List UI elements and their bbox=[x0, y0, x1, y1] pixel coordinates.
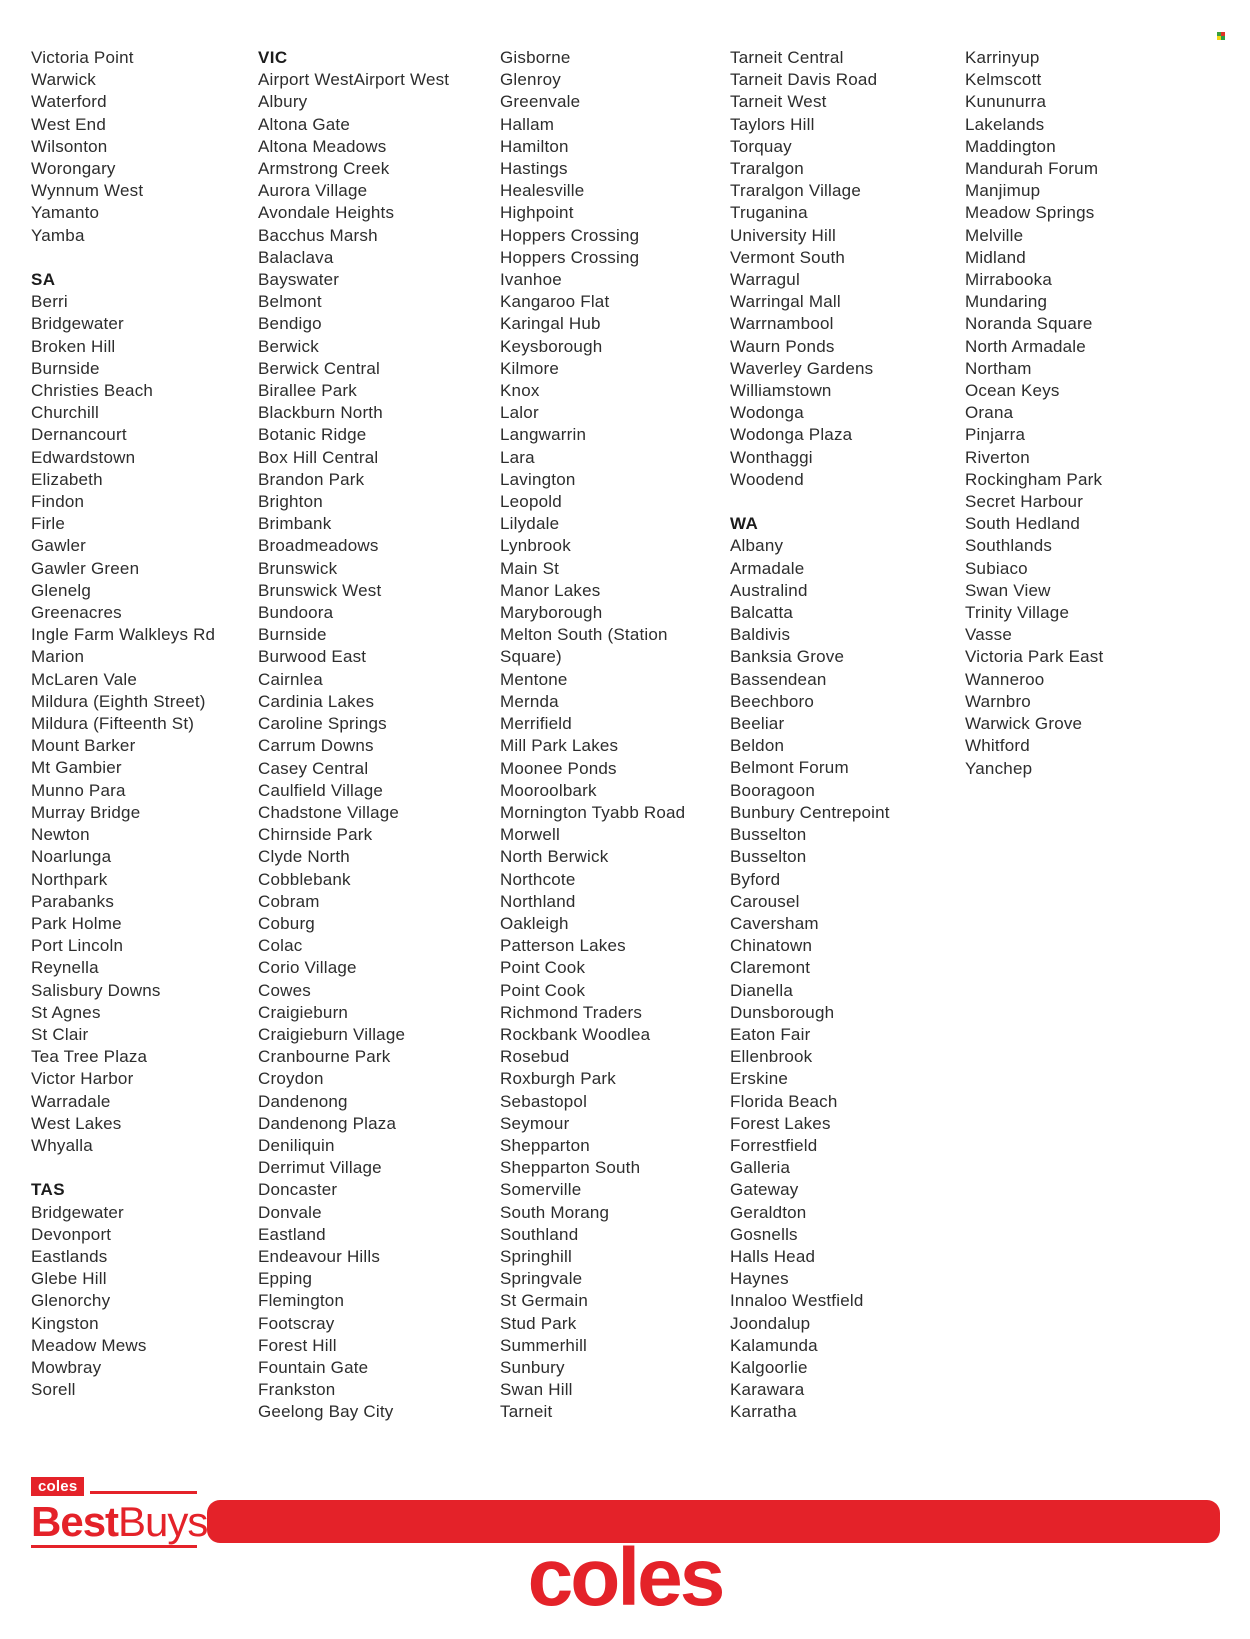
store-location-item: Brunswick bbox=[258, 558, 338, 578]
store-location-item: Bundoora bbox=[258, 603, 334, 623]
store-location-item: Wodonga Plaza bbox=[730, 425, 853, 445]
store-location-item: Dianella bbox=[730, 980, 794, 1000]
store-location-item: Seymour bbox=[500, 1113, 570, 1133]
store-location-item: Bunbury Centrepoint bbox=[730, 802, 890, 822]
store-location-item: West End bbox=[31, 114, 106, 134]
store-location-item: Victoria Point bbox=[31, 48, 134, 67]
store-location-item: Northcote bbox=[500, 869, 576, 889]
coles-logo: coles bbox=[527, 1532, 723, 1623]
store-location-item: Warwick bbox=[31, 70, 96, 90]
store-location-item: Claremont bbox=[730, 958, 811, 978]
store-location-item: Clyde North bbox=[258, 847, 350, 867]
store-location-item: Main St bbox=[500, 558, 560, 578]
store-location-item: Brunswick West bbox=[258, 580, 382, 600]
store-location-item: Park Holme bbox=[31, 913, 122, 933]
store-location-item: Wynnum West bbox=[31, 181, 144, 201]
store-location-item: Point Cook bbox=[500, 980, 586, 1000]
store-column-1 bbox=[31, 47, 246, 1401]
store-location-item: Churchill bbox=[31, 403, 99, 423]
store-location-item: Reynella bbox=[31, 958, 99, 978]
store-location-item: Coburg bbox=[258, 913, 315, 933]
store-location-item: Torquay bbox=[730, 136, 792, 156]
store-location-item: Hoppers Crossing bbox=[500, 225, 640, 245]
store-location-item: Secret Harbour bbox=[965, 492, 1084, 512]
store-location-item: Craigieburn Village bbox=[258, 1024, 406, 1044]
store-location-item: Murray Bridge bbox=[31, 802, 141, 822]
store-location-item: Wodonga bbox=[730, 403, 804, 423]
store-location-item: Forest Hill bbox=[258, 1335, 337, 1355]
store-location-item: Noranda Square bbox=[965, 314, 1093, 334]
store-location-item: Pinjarra bbox=[965, 425, 1026, 445]
store-location-item: Endeavour Hills bbox=[258, 1246, 381, 1266]
store-location-item: Aurora Village bbox=[258, 181, 368, 201]
store-location-item: Hastings bbox=[500, 159, 568, 179]
store-location-item: Bayswater bbox=[258, 270, 340, 290]
store-location-item: Box Hill Central bbox=[258, 447, 379, 467]
store-location-item: Florida Beach bbox=[730, 1091, 838, 1111]
store-location-item: Morwell bbox=[500, 825, 560, 845]
store-location-item: Yamanto bbox=[31, 203, 100, 223]
store-location-item: McLaren Vale bbox=[31, 669, 138, 689]
store-location-item: Busselton bbox=[730, 847, 807, 867]
store-location-item: Glebe Hill bbox=[31, 1269, 107, 1289]
store-location-item: Southlands bbox=[965, 536, 1053, 556]
store-location-item: Karratha bbox=[730, 1402, 797, 1422]
store-location-item: Mt Gambier bbox=[31, 758, 122, 778]
store-location-item: Joondalup bbox=[730, 1313, 811, 1333]
store-location-item: Wilsonton bbox=[31, 136, 108, 156]
store-location-item: Mornington Tyabb Road bbox=[500, 802, 686, 822]
store-location-item: Mildura (Eighth Street) bbox=[31, 691, 206, 711]
store-location-item: Gisborne bbox=[500, 48, 571, 67]
store-column-3 bbox=[500, 47, 705, 1424]
store-location-item: South Hedland bbox=[965, 514, 1081, 534]
store-location-item: Mernda bbox=[500, 691, 559, 711]
store-location-item: Williamstown bbox=[730, 381, 832, 401]
state-section-continued bbox=[730, 47, 955, 491]
store-location-item: Warragul bbox=[730, 270, 800, 290]
state-header: SA bbox=[31, 270, 56, 290]
bestbuys-top-rule bbox=[90, 1491, 197, 1494]
store-location-item: Lynbrook bbox=[500, 536, 571, 556]
store-location-item: St Germain bbox=[500, 1291, 588, 1311]
store-location-item: Swan View bbox=[965, 580, 1051, 600]
bestbuys-best-text: Best bbox=[31, 1498, 119, 1545]
store-location-item: Altona Meadows bbox=[258, 136, 387, 156]
store-location-item: Lalor bbox=[500, 403, 539, 423]
store-location-item: Salisbury Downs bbox=[31, 980, 161, 1000]
store-location-item: Dandenong Plaza bbox=[258, 1113, 397, 1133]
store-location-item: Noarlunga bbox=[31, 847, 112, 867]
store-location-item: Waterford bbox=[31, 92, 107, 112]
store-location-item: Warwick Grove bbox=[965, 714, 1083, 734]
store-location-item: Greenacres bbox=[31, 603, 122, 623]
store-location-item: Hallam bbox=[500, 114, 555, 134]
store-location-item: South Morang bbox=[500, 1202, 610, 1222]
store-location-item: Belmont Forum bbox=[730, 758, 849, 778]
store-location-item: Karrinyup bbox=[965, 48, 1040, 67]
store-location-item: Langwarrin bbox=[500, 425, 587, 445]
store-location-item: Mount Barker bbox=[31, 736, 136, 756]
store-location-item: Berri bbox=[31, 292, 68, 312]
store-location-item: Forest Lakes bbox=[730, 1113, 831, 1133]
state-header: VIC bbox=[258, 48, 288, 67]
store-location-item: Glenroy bbox=[500, 70, 561, 90]
store-location-item: Truganina bbox=[730, 203, 808, 223]
state-header: TAS bbox=[31, 1180, 65, 1200]
store-location-item: Tarneit Davis Road bbox=[730, 70, 878, 90]
store-location-item: Dandenong bbox=[258, 1091, 348, 1111]
store-location-item: Cowes bbox=[258, 980, 311, 1000]
store-location-item: Mowbray bbox=[31, 1357, 102, 1377]
store-location-item: Victor Harbor bbox=[31, 1069, 134, 1089]
store-location-item: Colac bbox=[258, 936, 303, 956]
store-location-item: Ingle Farm Walkleys Rd bbox=[31, 625, 216, 645]
store-location-item: West Lakes bbox=[31, 1113, 122, 1133]
store-location-item: Beeliar bbox=[730, 714, 785, 734]
store-location-item: Kilmore bbox=[500, 358, 560, 378]
store-location-item: Lilydale bbox=[500, 514, 560, 534]
store-location-item: Munno Para bbox=[31, 780, 126, 800]
store-location-item: Innaloo Westfield bbox=[730, 1291, 864, 1311]
store-location-item: Derrimut Village bbox=[258, 1158, 382, 1178]
store-location-item: Subiaco bbox=[965, 558, 1028, 578]
store-location-item: Brimbank bbox=[258, 514, 332, 534]
store-location-item: Geelong Bay City bbox=[258, 1402, 394, 1422]
store-location-item: Melville bbox=[965, 225, 1024, 245]
store-location-item: Melton South (Station Square) bbox=[500, 625, 668, 667]
store-location-item: Mentone bbox=[500, 669, 568, 689]
store-location-item: Erskine bbox=[730, 1069, 789, 1089]
store-location-item: Richmond Traders bbox=[500, 1002, 643, 1022]
store-location-item: Edwardstown bbox=[31, 447, 136, 467]
store-location-item: Yanchep bbox=[965, 758, 1033, 778]
bestbuys-logo-top-row bbox=[31, 1477, 197, 1496]
store-location-item: Bacchus Marsh bbox=[258, 225, 378, 245]
store-location-item: Hoppers Crossing bbox=[500, 247, 640, 267]
store-location-item: Northpark bbox=[31, 869, 108, 889]
store-location-item: Ellenbrook bbox=[730, 1047, 813, 1067]
store-location-item: Doncaster bbox=[258, 1180, 338, 1200]
store-location-item: Albury bbox=[258, 92, 308, 112]
store-location-item: Traralgon bbox=[730, 159, 804, 179]
state-section-wa bbox=[730, 513, 955, 1423]
store-location-item: Healesville bbox=[500, 181, 585, 201]
store-location-item: Armadale bbox=[730, 558, 805, 578]
store-location-item: Shepparton South bbox=[500, 1158, 641, 1178]
store-location-item: Meadow Mews bbox=[31, 1335, 147, 1355]
store-location-item: Rosebud bbox=[500, 1047, 570, 1067]
store-location-item: Hamilton bbox=[500, 136, 569, 156]
store-location-item: Gawler Green bbox=[31, 558, 140, 578]
store-location-item: Avondale Heights bbox=[258, 203, 395, 223]
store-location-item: Airport WestAirport West bbox=[258, 70, 450, 90]
store-location-item: Sunbury bbox=[500, 1357, 565, 1377]
store-location-item: Mirrabooka bbox=[965, 270, 1053, 290]
store-location-item: North Armadale bbox=[965, 336, 1086, 356]
store-location-item: Rockbank Woodlea bbox=[500, 1024, 651, 1044]
store-location-item: Oakleigh bbox=[500, 913, 569, 933]
store-location-item: Marion bbox=[31, 647, 85, 667]
store-location-item: Findon bbox=[31, 492, 85, 512]
store-location-item: Gawler bbox=[31, 536, 87, 556]
store-location-item: Croydon bbox=[258, 1069, 324, 1089]
store-location-item: Halls Head bbox=[730, 1246, 816, 1266]
store-location-item: Taylors Hill bbox=[730, 114, 815, 134]
store-location-item: Mundaring bbox=[965, 292, 1048, 312]
store-location-item: Worongary bbox=[31, 159, 116, 179]
store-location-item: Booragoon bbox=[730, 780, 815, 800]
store-location-item: Chirnside Park bbox=[258, 825, 373, 845]
store-location-item: Yamba bbox=[31, 225, 85, 245]
store-location-item: Brandon Park bbox=[258, 469, 365, 489]
state-section-sa bbox=[31, 269, 246, 1157]
store-location-item: Broadmeadows bbox=[258, 536, 379, 556]
store-location-item: Chinatown bbox=[730, 936, 813, 956]
store-location-item: Tarneit bbox=[500, 1402, 553, 1422]
store-location-item: Ivanhoe bbox=[500, 270, 562, 290]
store-location-item: Trinity Village bbox=[965, 603, 1070, 623]
store-location-item: Whyalla bbox=[31, 1135, 93, 1155]
store-location-item: Christies Beach bbox=[31, 381, 154, 401]
store-location-item: University Hill bbox=[730, 225, 836, 245]
store-location-item: Craigieburn bbox=[258, 1002, 349, 1022]
store-location-item: Lavington bbox=[500, 469, 576, 489]
store-location-item: Wonthaggi bbox=[730, 447, 813, 467]
store-location-item: Mandurah Forum bbox=[965, 159, 1099, 179]
store-location-item: Cardinia Lakes bbox=[258, 691, 375, 711]
store-location-item: Traralgon Village bbox=[730, 181, 861, 201]
store-location-item: North Berwick bbox=[500, 847, 609, 867]
store-location-item: Northland bbox=[500, 891, 576, 911]
store-location-item: Bendigo bbox=[258, 314, 322, 334]
store-location-item: Kingston bbox=[31, 1313, 99, 1333]
store-location-item: Carrum Downs bbox=[258, 736, 374, 756]
store-location-item: Balaclava bbox=[258, 247, 334, 267]
store-location-item: Dernancourt bbox=[31, 425, 127, 445]
store-location-item: Warradale bbox=[31, 1091, 111, 1111]
store-location-item: Berwick bbox=[258, 336, 319, 356]
store-location-item: Burnside bbox=[31, 358, 100, 378]
bestbuys-buys-text: Buys bbox=[118, 1498, 208, 1545]
store-location-item: Parabanks bbox=[31, 891, 115, 911]
store-location-item: Deniliquin bbox=[258, 1135, 335, 1155]
store-location-item: Patterson Lakes bbox=[500, 936, 626, 956]
store-location-item: Manor Lakes bbox=[500, 580, 601, 600]
store-location-item: Orana bbox=[965, 403, 1014, 423]
store-location-item: Eastlands bbox=[31, 1246, 108, 1266]
store-location-item: Karawara bbox=[730, 1380, 805, 1400]
store-location-item: Birallee Park bbox=[258, 381, 357, 401]
store-location-item: Highpoint bbox=[500, 203, 574, 223]
store-location-item: Waurn Ponds bbox=[730, 336, 835, 356]
store-location-item: Kununurra bbox=[965, 92, 1047, 112]
store-location-item: Forrestfield bbox=[730, 1135, 818, 1155]
store-location-item: Baldivis bbox=[730, 625, 791, 645]
store-location-item: Bridgewater bbox=[31, 314, 124, 334]
store-location-item: Stud Park bbox=[500, 1313, 577, 1333]
store-location-item: Wanneroo bbox=[965, 669, 1045, 689]
store-location-item: Elizabeth bbox=[31, 469, 103, 489]
store-location-item: Kelmscott bbox=[965, 70, 1042, 90]
store-location-item: Northam bbox=[965, 358, 1032, 378]
store-location-item: Fountain Gate bbox=[258, 1357, 369, 1377]
store-location-item: Byford bbox=[730, 869, 781, 889]
store-location-item: Broken Hill bbox=[31, 336, 116, 356]
store-location-item: Greenvale bbox=[500, 92, 581, 112]
store-location-item: Berwick Central bbox=[258, 358, 381, 378]
store-location-item: Blackburn North bbox=[258, 403, 383, 423]
store-location-item: Moonee Ponds bbox=[500, 758, 617, 778]
store-location-item: Kalgoorlie bbox=[730, 1357, 808, 1377]
store-location-item: Balcatta bbox=[730, 603, 794, 623]
store-location-item: Caulfield Village bbox=[258, 780, 383, 800]
state-section-vic bbox=[258, 47, 483, 1424]
store-location-item: Caversham bbox=[730, 913, 819, 933]
store-location-item: Banksia Grove bbox=[730, 647, 845, 667]
store-location-item: Geraldton bbox=[730, 1202, 807, 1222]
store-location-item: Southland bbox=[500, 1224, 579, 1244]
store-location-item: Sebastopol bbox=[500, 1091, 588, 1111]
store-location-item: Devonport bbox=[31, 1224, 112, 1244]
store-location-item: Albany bbox=[730, 536, 784, 556]
store-location-item: Vasse bbox=[965, 625, 1012, 645]
store-location-item: Cairnlea bbox=[258, 669, 323, 689]
store-location-item: Riverton bbox=[965, 447, 1030, 467]
state-section-continued bbox=[31, 47, 246, 247]
store-location-item: Footscray bbox=[258, 1313, 335, 1333]
store-location-item: Cobram bbox=[258, 891, 320, 911]
store-location-item: Springhill bbox=[500, 1246, 572, 1266]
color-registration-mark-icon bbox=[1217, 32, 1225, 40]
store-location-item: Gosnells bbox=[730, 1224, 798, 1244]
store-location-item: Point Cook bbox=[500, 958, 586, 978]
store-location-item: Brighton bbox=[258, 492, 323, 512]
store-location-item: Mildura (Fifteenth St) bbox=[31, 714, 195, 734]
store-location-item: Kangaroo Flat bbox=[500, 292, 610, 312]
store-location-item: Eaton Fair bbox=[730, 1024, 811, 1044]
store-location-item: Tarneit West bbox=[730, 92, 827, 112]
store-location-item: Altona Gate bbox=[258, 114, 350, 134]
store-location-item: Burnside bbox=[258, 625, 327, 645]
store-location-item: Dunsborough bbox=[730, 1002, 835, 1022]
store-location-item: Casey Central bbox=[258, 758, 369, 778]
store-location-item: Carousel bbox=[730, 891, 800, 911]
store-location-item: Lakelands bbox=[965, 114, 1045, 134]
state-section-tas bbox=[31, 1179, 246, 1401]
store-location-item: Firle bbox=[31, 514, 66, 534]
store-location-item: Victoria Park East bbox=[965, 647, 1104, 667]
store-location-item: Tea Tree Plaza bbox=[31, 1047, 148, 1067]
store-location-item: Vermont South bbox=[730, 247, 846, 267]
store-location-item: Newton bbox=[31, 825, 90, 845]
store-location-item: Botanic Ridge bbox=[258, 425, 367, 445]
store-location-item: Leopold bbox=[500, 492, 562, 512]
coles-box-wordmark: coles bbox=[31, 1477, 84, 1496]
store-location-item: Meadow Springs bbox=[965, 203, 1095, 223]
store-location-item: Bridgewater bbox=[31, 1202, 124, 1222]
store-location-item: Eastland bbox=[258, 1224, 326, 1244]
store-location-item: Corio Village bbox=[258, 958, 357, 978]
store-location-item: Knox bbox=[500, 381, 540, 401]
store-location-item: Merrifield bbox=[500, 714, 572, 734]
store-location-item: Flemington bbox=[258, 1291, 345, 1311]
store-location-item: Beechboro bbox=[730, 691, 815, 711]
store-location-item: Glenorchy bbox=[31, 1291, 111, 1311]
store-location-item: Midland bbox=[965, 247, 1026, 267]
store-location-item: Frankston bbox=[258, 1380, 336, 1400]
store-column-2 bbox=[258, 47, 483, 1424]
store-location-item: Springvale bbox=[500, 1269, 583, 1289]
store-location-item: Rockingham Park bbox=[965, 469, 1103, 489]
state-section-continued bbox=[965, 47, 1195, 780]
store-location-item: Woodend bbox=[730, 469, 804, 489]
store-location-item: Maryborough bbox=[500, 603, 603, 623]
store-location-item: Gateway bbox=[730, 1180, 799, 1200]
store-location-item: Karingal Hub bbox=[500, 314, 601, 334]
store-location-item: Summerhill bbox=[500, 1335, 588, 1355]
store-location-item: Warringal Mall bbox=[730, 292, 841, 312]
store-location-item: Whitford bbox=[965, 736, 1030, 756]
store-location-item: Waverley Gardens bbox=[730, 358, 874, 378]
store-location-item: Galleria bbox=[730, 1158, 791, 1178]
store-column-4 bbox=[730, 47, 955, 1424]
store-location-item: Sorell bbox=[31, 1380, 76, 1400]
store-location-item: Tarneit Central bbox=[730, 48, 844, 67]
store-location-item: Cranbourne Park bbox=[258, 1047, 391, 1067]
store-location-item: Chadstone Village bbox=[258, 802, 400, 822]
store-location-item: Burwood East bbox=[258, 647, 367, 667]
store-location-item: Beldon bbox=[730, 736, 785, 756]
store-location-item: St Agnes bbox=[31, 1002, 101, 1022]
store-location-item: Keysborough bbox=[500, 336, 603, 356]
store-location-item: Warnbro bbox=[965, 691, 1031, 711]
registration-quadrant bbox=[1221, 36, 1225, 40]
store-location-item: Mooroolbark bbox=[500, 780, 597, 800]
store-location-item: Somerville bbox=[500, 1180, 582, 1200]
store-location-item: Swan Hill bbox=[500, 1380, 573, 1400]
store-location-item: Lara bbox=[500, 447, 535, 467]
store-location-item: Mill Park Lakes bbox=[500, 736, 619, 756]
store-location-item: Warrnambool bbox=[730, 314, 834, 334]
store-location-item: Maddington bbox=[965, 136, 1056, 156]
store-location-item: Cobblebank bbox=[258, 869, 351, 889]
store-location-item: Roxburgh Park bbox=[500, 1069, 616, 1089]
store-location-item: Armstrong Creek bbox=[258, 159, 390, 179]
store-location-item: St Clair bbox=[31, 1024, 89, 1044]
state-header: WA bbox=[730, 514, 759, 534]
store-location-item: Busselton bbox=[730, 825, 807, 845]
store-location-item: Manjimup bbox=[965, 181, 1041, 201]
store-location-item: Glenelg bbox=[31, 580, 91, 600]
store-location-item: Haynes bbox=[730, 1269, 789, 1289]
store-column-5 bbox=[965, 47, 1195, 780]
store-location-item: Ocean Keys bbox=[965, 381, 1060, 401]
store-location-item: Shepparton bbox=[500, 1135, 590, 1155]
store-location-item: Belmont bbox=[258, 292, 322, 312]
store-location-item: Caroline Springs bbox=[258, 714, 387, 734]
store-location-item: Australind bbox=[730, 580, 808, 600]
store-location-item: Kalamunda bbox=[730, 1335, 818, 1355]
store-location-item: Port Lincoln bbox=[31, 936, 124, 956]
state-section-continued bbox=[500, 47, 705, 1424]
store-location-item: Epping bbox=[258, 1269, 313, 1289]
store-location-item: Bassendean bbox=[730, 669, 827, 689]
store-location-item: Donvale bbox=[258, 1202, 322, 1222]
